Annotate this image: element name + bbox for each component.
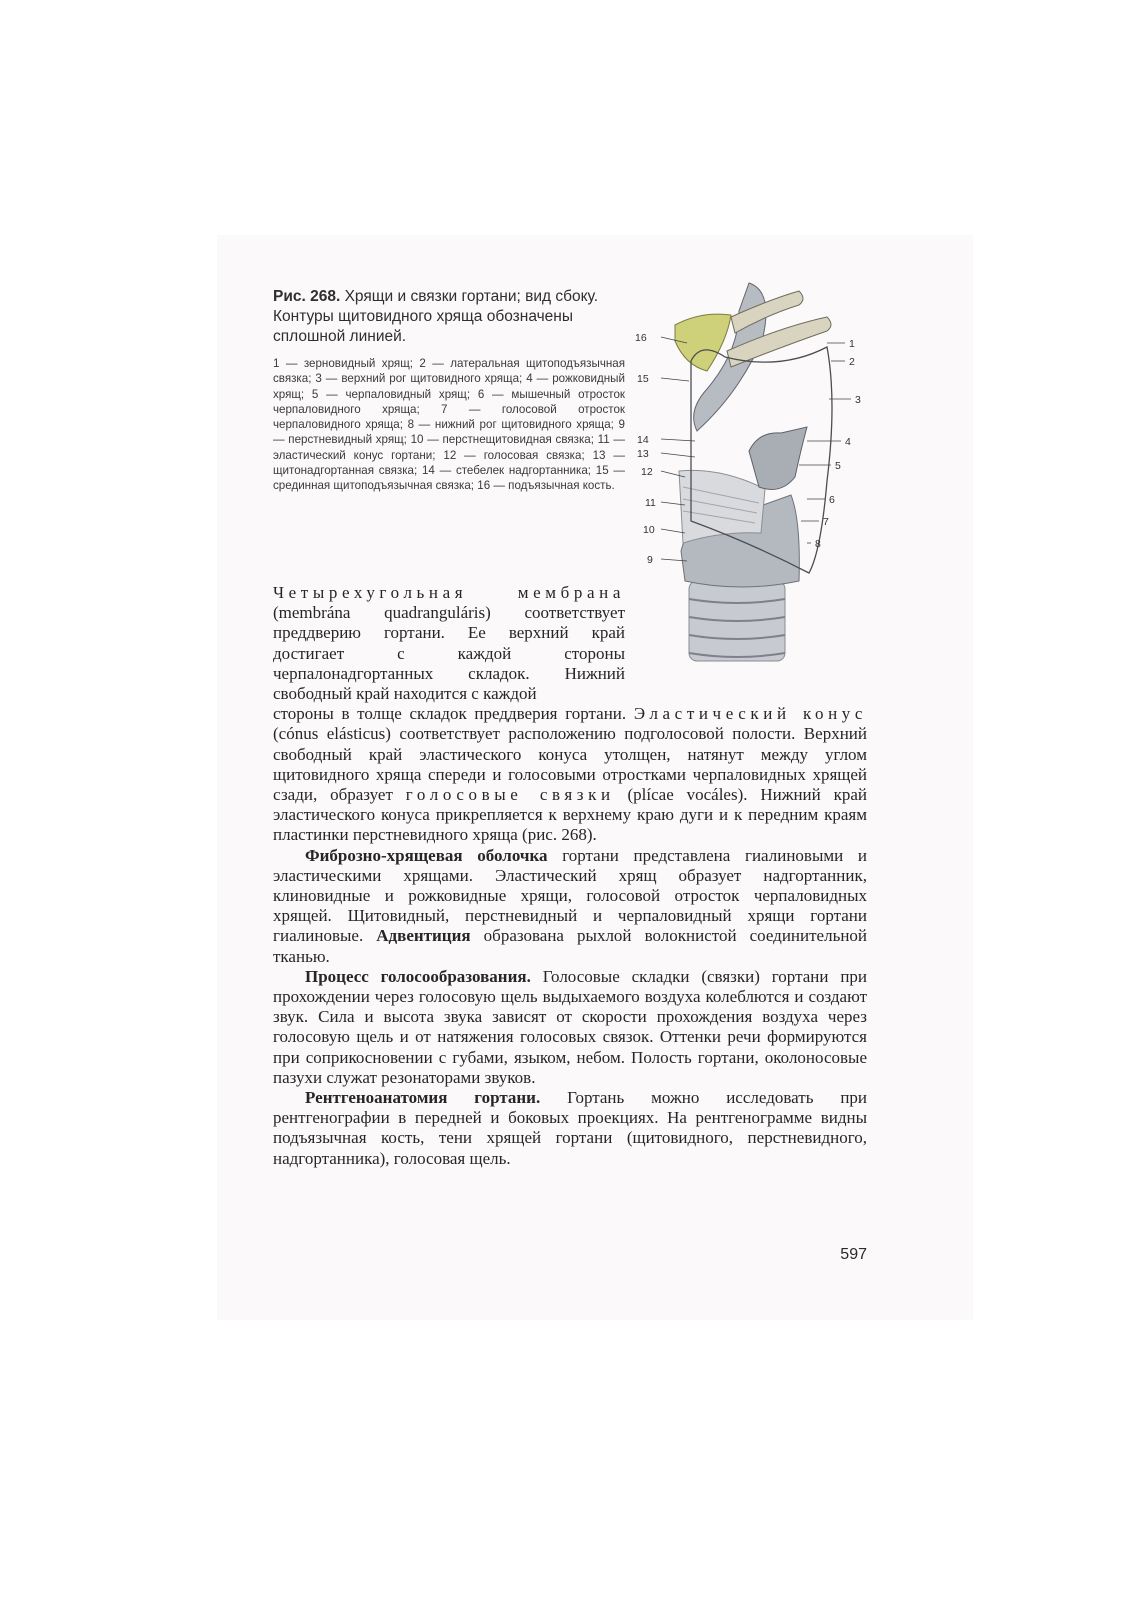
paragraph-voice xyxy=(273,967,867,1088)
figure-label-10: 10 xyxy=(643,524,655,536)
paragraph-fibrocartilage xyxy=(273,846,867,967)
figure-label-9: 9 xyxy=(647,554,653,566)
paragraph-membrane-part2 xyxy=(273,704,867,845)
figure-label-3: 3 xyxy=(855,394,861,406)
figure-label-12: 12 xyxy=(641,466,653,478)
term-vocal-cords: голосовые связки xyxy=(405,785,615,805)
heading-adventitia: Адвентиция xyxy=(376,926,471,946)
figure-title-text: Хрящи и связки гортани; вид сбоку. Контуры щитовидного хряща обозначены сплошной линией. xyxy=(273,288,599,345)
figure-label-11: 11 xyxy=(645,497,656,509)
figure-label-7: 7 xyxy=(823,516,829,528)
body-text xyxy=(273,583,867,1169)
book-page xyxy=(217,235,973,1320)
heading-voice-production: Процесс голосообразования. xyxy=(305,966,531,986)
figure-label-4: 4 xyxy=(845,436,851,448)
term-quadrangular-membrane: Четырехугольная мембрана xyxy=(273,583,625,602)
paragraph-text: (cónus elásticus) соответствует расположению подголосовой полости. Верхний свободный край эластического конуса утолщен, натянут между углом щитовидного хряща спереди и голосовыми отростками черпаловидных хрящей сзади, образует xyxy=(273,724,867,805)
paragraph-text: образована рыхлой волокнистой соединительной тканью. xyxy=(273,926,868,966)
paragraph-text: (membrána quadranguláris) соответствует преддверию гортани. Ее верхний край достигает с каждой стороны черпалонадгортанных складок. Нижний свободный край находится с каждой xyxy=(273,603,625,704)
paragraph-text: гортани представлена гиалиновыми и эластическими хрящами. Эластический хрящ образует надгортанник, клиновидные и рожковидные хрящи, голосовой отросток черпаловидных хрящей. Щитовидный, перстневидный и черпаловидный хрящи гортани гиалиновые. xyxy=(273,845,868,946)
heading-fibrocartilage: Фиброзно-хрящевая оболочка xyxy=(305,845,548,865)
figure-label: Рис. 268. xyxy=(273,288,341,305)
paragraph-text: Голосовые складки (связки) гортани при прохождении через голосовую щель выдыхаемого воздуха колеблются и создают звук. Сила и высота звука зависят от скорости прохождения воздуха через голосовую щель и от натяжения голосовых связок. Оттенки речи формируются при соприкосновении с губами, языком, небом. Полость гортани, околоносовые пазухи служат резонаторами звуков. xyxy=(273,966,868,1087)
figure-label-1: 1 xyxy=(849,338,855,350)
paragraph-radiology xyxy=(273,1088,867,1169)
figure-label-5: 5 xyxy=(835,460,841,472)
page-number: 597 xyxy=(840,1246,867,1263)
term-elastic-cone: Эластический конус xyxy=(633,704,868,724)
paragraph-membrane-part1 xyxy=(273,583,625,704)
figure-label-8: 8 xyxy=(815,538,821,550)
paragraph-text: (plícae vocáles). Нижний край эластического конуса прикрепляется к верхнему краю дуги и к передним краям пластинки перстневидного хряща (рис. 268). xyxy=(273,785,867,845)
paragraph-text: Гортань можно исследовать при рентгенографии в передней и боковых проекциях. На рентгенограмме видны подъязычная кость, тени хрящей гортани (щитовидного, перстневидного, надгортанника), голосовая щель. xyxy=(273,1088,868,1168)
heading-radiology: Рентгеноанатомия гортани. xyxy=(305,1088,541,1108)
figure-label-15: 15 xyxy=(637,373,649,385)
figure-label-16: 16 xyxy=(635,332,647,344)
figure-label-13: 13 xyxy=(637,448,649,460)
figure-label-6: 6 xyxy=(829,494,835,506)
paragraph-text: стороны в толще складок преддверия гортани. xyxy=(273,704,627,724)
arytenoid-cartilage xyxy=(749,427,807,489)
figure-legend: 1 — зерновидный хрящ; 2 — латеральная щитоподъязычная связка; 3 — верхний рог щитовидного хряща; 4 — рожковидный хрящ; 5 — черпаловидный хрящ; 6 — мышечный отросток черпаловидного хряща; 7 — голосовой отросток черпаловидного хряща; 8 — нижний рог щитовидного хряща; 9 — перстневидный хрящ; 10 — перстнещитовидная связка; 11 — эластический конус гортани; 12 — голосовая связка; 13 — щитонадгортанная связка; 14 — стебелек надгортанника; 15 — срединная щитоподъязычная связка; 16 — подъязычная кость. xyxy=(273,357,625,493)
figure-title xyxy=(273,287,625,347)
figure-caption xyxy=(273,287,625,494)
figure-label-2: 2 xyxy=(849,356,855,368)
figure-label-14: 14 xyxy=(637,434,649,446)
